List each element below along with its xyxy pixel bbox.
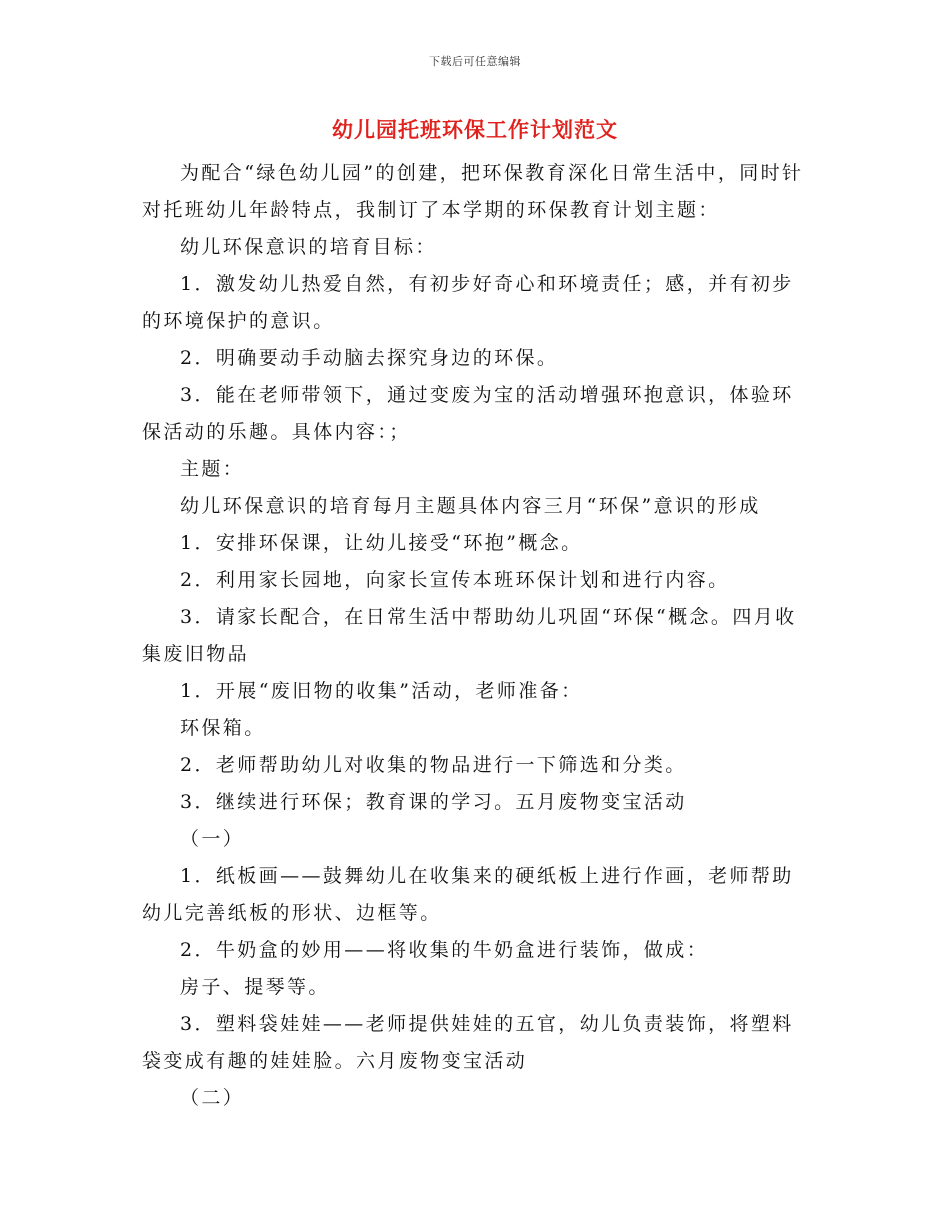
document-body (142, 155, 808, 1117)
paragraph: 环保箱。 (180, 717, 266, 739)
paragraph: 2．明确要动手动脑去探究身边的环保。 (180, 347, 559, 369)
paragraph: 房子、提琴等。 (180, 976, 330, 998)
paragraph: 1．开展“废旧物的收集”活动，老师准备： (180, 680, 583, 702)
paragraph: 2．老师帮助幼儿对收集的物品进行一下筛选和分类。 (180, 754, 687, 776)
paragraph: 3．请家长配合，在日常生活中帮助幼儿巩固“环保“概念。四月收集废旧物品 (142, 606, 797, 665)
paragraph: 1．纸板画——鼓舞幼儿在收集来的硬纸板上进行作画，老师帮助幼儿完善纸板的形状、边框等。 (142, 865, 794, 924)
paragraph: 2．牛奶盒的妙用——将收集的牛奶盒进行装饰，做成： (180, 939, 709, 961)
paragraph: 幼儿环保意识的培育每月主题具体内容三月“环保”意识的形成 (180, 495, 761, 517)
paragraph: 3．能在老师带领下，通过变废为宝的活动增强环抱意识，体验环保活动的乐趣。具体内容：； (142, 384, 794, 443)
paragraph: 2．利用家长园地，向家长宣传本班环保计划和进行内容。 (180, 569, 730, 591)
paragraph: 1．激发幼儿热爱自然，有初步好奇心和环境责任；感，并有初步的环境保护的意识。 (142, 273, 794, 332)
paragraph: 3．继续进行环保；教育课的学习。五月废物变宝活动 (180, 791, 687, 813)
paragraph: 3．塑料袋娃娃——老师提供娃娃的五官，幼儿负责装饰，将塑料袋变成有趣的娃娃脸。六月废物变宝活动 (142, 1013, 794, 1072)
header-note: 下载后可任意编辑 (429, 55, 521, 68)
paragraph: （一） (180, 828, 245, 850)
paragraph: 幼儿环保意识的培育目标： (180, 236, 437, 258)
paragraph: 为配合“绿色幼儿园”的创建，把环保教育深化日常生活中，同时针对托班幼儿年龄特点，我制订了本学期的环保教育计划主题： (142, 162, 804, 221)
paragraph: （二） (180, 1087, 245, 1109)
document-title: 幼儿园托班环保工作计划范文 (332, 117, 618, 142)
paragraph: 1．安排环保课，让幼儿接受“环抱”概念。 (180, 532, 583, 554)
paragraph: 主题： (180, 458, 245, 480)
